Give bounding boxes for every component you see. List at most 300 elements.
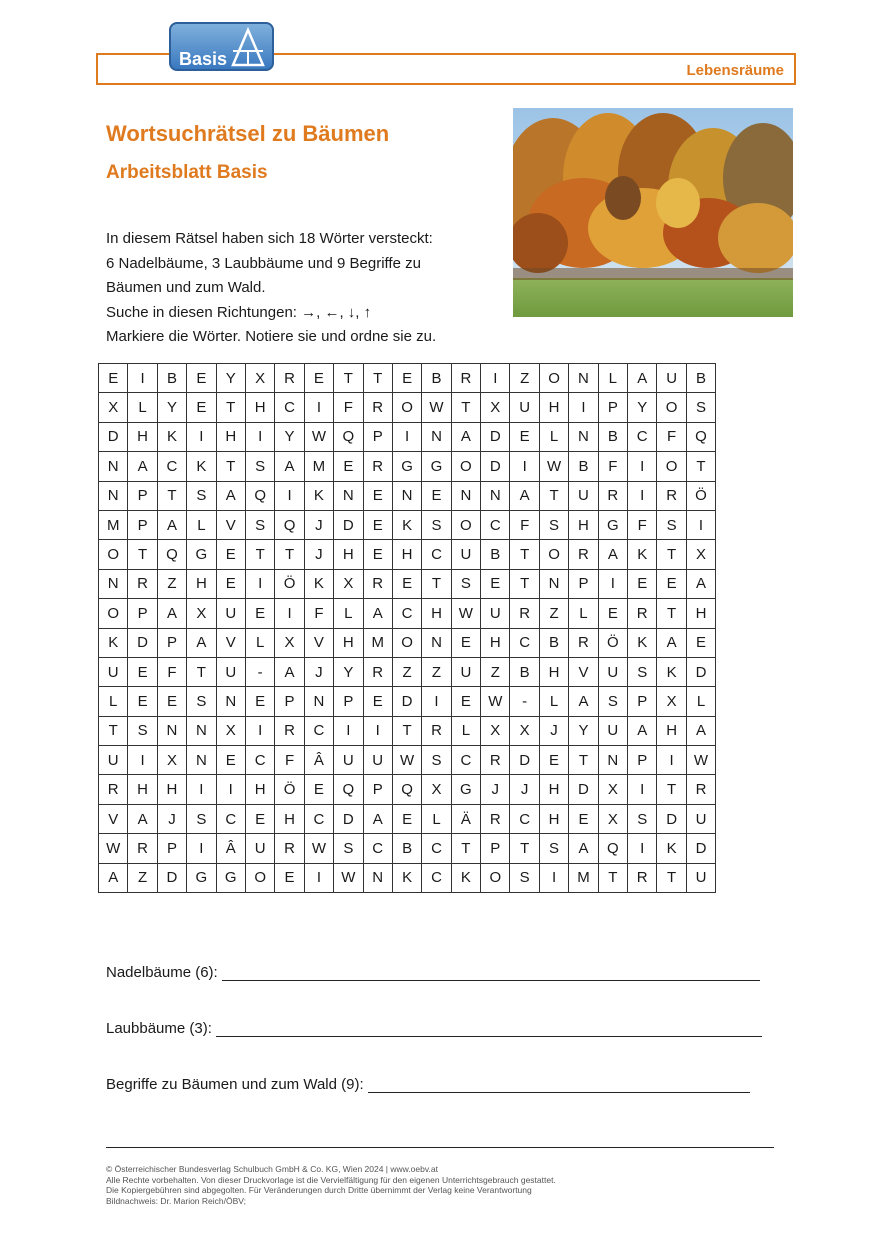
grid-cell[interactable]: A (510, 481, 539, 510)
grid-cell[interactable]: B (481, 540, 510, 569)
grid-cell[interactable]: E (628, 569, 657, 598)
grid-cell[interactable]: X (481, 716, 510, 745)
grid-cell[interactable]: E (187, 393, 216, 422)
grid-cell[interactable]: D (657, 804, 686, 833)
grid-cell[interactable]: E (510, 422, 539, 451)
grid-cell[interactable]: P (569, 569, 598, 598)
grid-cell[interactable]: M (569, 863, 598, 892)
grid-cell[interactable]: T (510, 540, 539, 569)
grid-cell[interactable]: B (598, 422, 627, 451)
grid-cell[interactable]: I (628, 452, 657, 481)
grid-cell[interactable]: Q (157, 540, 186, 569)
grid-cell[interactable]: X (216, 716, 245, 745)
grid-cell[interactable]: F (304, 599, 333, 628)
grid-cell[interactable]: Z (157, 569, 186, 598)
grid-cell[interactable]: Y (157, 393, 186, 422)
grid-cell[interactable]: N (187, 716, 216, 745)
grid-cell[interactable]: H (539, 393, 568, 422)
grid-cell[interactable]: F (510, 510, 539, 539)
grid-cell[interactable]: X (598, 804, 627, 833)
grid-cell[interactable]: X (422, 775, 451, 804)
grid-cell[interactable]: P (157, 628, 186, 657)
grid-cell[interactable]: H (128, 422, 157, 451)
grid-cell[interactable]: Q (334, 422, 363, 451)
grid-cell[interactable]: D (99, 422, 128, 451)
grid-cell[interactable]: I (422, 687, 451, 716)
grid-cell[interactable]: I (539, 863, 568, 892)
grid-cell[interactable]: S (539, 834, 568, 863)
grid-cell[interactable]: E (451, 628, 480, 657)
grid-cell[interactable]: V (216, 628, 245, 657)
grid-cell[interactable]: O (481, 863, 510, 892)
grid-cell[interactable]: X (334, 569, 363, 598)
grid-cell[interactable]: T (451, 834, 480, 863)
grid-cell[interactable]: K (392, 863, 421, 892)
grid-cell[interactable]: H (392, 540, 421, 569)
grid-cell[interactable]: K (657, 657, 686, 686)
grid-cell[interactable]: B (422, 364, 451, 393)
grid-cell[interactable]: O (539, 540, 568, 569)
grid-cell[interactable]: U (363, 746, 392, 775)
grid-cell[interactable]: L (99, 687, 128, 716)
grid-cell[interactable]: T (216, 452, 245, 481)
grid-cell[interactable]: U (451, 657, 480, 686)
grid-cell[interactable]: Ö (275, 569, 304, 598)
grid-cell[interactable]: G (392, 452, 421, 481)
grid-cell[interactable]: B (157, 364, 186, 393)
grid-cell[interactable]: K (157, 422, 186, 451)
grid-cell[interactable]: U (245, 834, 274, 863)
grid-cell[interactable]: V (304, 628, 333, 657)
grid-cell[interactable]: X (245, 364, 274, 393)
grid-cell[interactable]: I (569, 393, 598, 422)
grid-cell[interactable]: L (422, 804, 451, 833)
grid-cell[interactable]: T (216, 393, 245, 422)
grid-cell[interactable]: I (187, 422, 216, 451)
grid-cell[interactable]: N (451, 481, 480, 510)
grid-cell[interactable]: J (157, 804, 186, 833)
grid-cell[interactable]: R (363, 452, 392, 481)
grid-cell[interactable]: N (481, 481, 510, 510)
grid-cell[interactable]: K (187, 452, 216, 481)
grid-cell[interactable]: U (334, 746, 363, 775)
grid-cell[interactable]: O (392, 393, 421, 422)
grid-cell[interactable]: P (128, 481, 157, 510)
grid-cell[interactable]: T (686, 452, 715, 481)
grid-cell[interactable]: B (510, 657, 539, 686)
grid-cell[interactable]: S (451, 569, 480, 598)
grid-cell[interactable]: C (422, 863, 451, 892)
grid-cell[interactable]: Q (392, 775, 421, 804)
grid-cell[interactable]: N (569, 364, 598, 393)
grid-cell[interactable]: I (245, 569, 274, 598)
grid-cell[interactable]: P (363, 775, 392, 804)
grid-cell[interactable]: H (657, 716, 686, 745)
grid-cell[interactable]: A (569, 834, 598, 863)
grid-cell[interactable]: M (363, 628, 392, 657)
grid-cell[interactable]: S (422, 510, 451, 539)
grid-cell[interactable]: B (539, 628, 568, 657)
grid-cell[interactable]: F (628, 510, 657, 539)
grid-cell[interactable]: T (569, 746, 598, 775)
grid-cell[interactable]: R (510, 599, 539, 628)
grid-cell[interactable]: T (334, 364, 363, 393)
grid-cell[interactable]: A (569, 687, 598, 716)
grid-cell[interactable]: L (598, 364, 627, 393)
grid-cell[interactable]: D (481, 422, 510, 451)
grid-cell[interactable]: P (628, 687, 657, 716)
grid-cell[interactable]: L (539, 422, 568, 451)
grid-cell[interactable]: K (657, 834, 686, 863)
grid-cell[interactable]: X (157, 746, 186, 775)
grid-cell[interactable]: Ö (598, 628, 627, 657)
grid-cell[interactable]: J (304, 657, 333, 686)
grid-cell[interactable]: R (275, 364, 304, 393)
grid-cell[interactable]: R (569, 540, 598, 569)
grid-cell[interactable]: E (657, 569, 686, 598)
grid-cell[interactable]: Â (304, 746, 333, 775)
grid-cell[interactable]: X (657, 687, 686, 716)
grid-cell[interactable]: E (569, 804, 598, 833)
grid-cell[interactable]: A (275, 657, 304, 686)
grid-cell[interactable]: Q (686, 422, 715, 451)
grid-cell[interactable]: A (451, 422, 480, 451)
grid-cell[interactable]: J (481, 775, 510, 804)
grid-cell[interactable]: S (510, 863, 539, 892)
grid-cell[interactable]: - (510, 687, 539, 716)
grid-cell[interactable]: X (275, 628, 304, 657)
grid-cell[interactable]: R (686, 775, 715, 804)
grid-cell[interactable]: P (157, 834, 186, 863)
grid-cell[interactable]: K (99, 628, 128, 657)
answer-write-line[interactable] (368, 1078, 750, 1093)
grid-cell[interactable]: K (304, 481, 333, 510)
grid-cell[interactable]: Z (392, 657, 421, 686)
grid-cell[interactable]: U (598, 657, 627, 686)
grid-cell[interactable]: H (216, 422, 245, 451)
grid-cell[interactable]: A (628, 716, 657, 745)
grid-cell[interactable]: Q (598, 834, 627, 863)
grid-cell[interactable]: I (334, 716, 363, 745)
grid-cell[interactable]: R (363, 569, 392, 598)
grid-cell[interactable]: P (598, 393, 627, 422)
grid-cell[interactable]: E (363, 481, 392, 510)
grid-cell[interactable]: T (245, 540, 274, 569)
grid-cell[interactable]: H (569, 510, 598, 539)
grid-cell[interactable]: T (392, 716, 421, 745)
grid-cell[interactable]: H (275, 804, 304, 833)
grid-cell[interactable]: P (334, 687, 363, 716)
grid-cell[interactable]: B (686, 364, 715, 393)
answer-write-line[interactable] (106, 1147, 774, 1148)
grid-cell[interactable]: O (99, 540, 128, 569)
grid-cell[interactable]: E (128, 687, 157, 716)
grid-cell[interactable]: H (157, 775, 186, 804)
grid-cell[interactable]: Ö (275, 775, 304, 804)
grid-cell[interactable]: H (187, 569, 216, 598)
grid-cell[interactable]: A (363, 599, 392, 628)
grid-cell[interactable]: A (216, 481, 245, 510)
grid-cell[interactable]: T (657, 540, 686, 569)
grid-cell[interactable]: R (422, 716, 451, 745)
grid-cell[interactable]: D (157, 863, 186, 892)
grid-cell[interactable]: D (510, 746, 539, 775)
grid-cell[interactable]: E (99, 364, 128, 393)
grid-cell[interactable]: H (334, 628, 363, 657)
grid-cell[interactable]: C (363, 834, 392, 863)
grid-cell[interactable]: A (657, 628, 686, 657)
grid-cell[interactable]: A (157, 599, 186, 628)
grid-cell[interactable]: Y (628, 393, 657, 422)
grid-cell[interactable]: W (99, 834, 128, 863)
grid-cell[interactable]: C (157, 452, 186, 481)
grid-cell[interactable]: L (245, 628, 274, 657)
grid-cell[interactable]: E (392, 364, 421, 393)
grid-cell[interactable]: P (363, 422, 392, 451)
grid-cell[interactable]: W (334, 863, 363, 892)
grid-cell[interactable]: V (99, 804, 128, 833)
grid-cell[interactable]: O (539, 364, 568, 393)
grid-cell[interactable]: I (245, 716, 274, 745)
grid-cell[interactable]: W (392, 746, 421, 775)
grid-cell[interactable]: O (657, 452, 686, 481)
grid-cell[interactable]: X (187, 599, 216, 628)
grid-cell[interactable]: X (598, 775, 627, 804)
grid-cell[interactable]: R (275, 716, 304, 745)
grid-cell[interactable]: N (157, 716, 186, 745)
grid-cell[interactable]: G (422, 452, 451, 481)
grid-cell[interactable]: K (451, 863, 480, 892)
grid-cell[interactable]: Z (481, 657, 510, 686)
grid-cell[interactable]: D (334, 510, 363, 539)
grid-cell[interactable]: N (392, 481, 421, 510)
grid-cell[interactable]: Ä (451, 804, 480, 833)
grid-cell[interactable]: U (99, 746, 128, 775)
grid-cell[interactable]: H (539, 804, 568, 833)
grid-cell[interactable]: E (363, 510, 392, 539)
grid-cell[interactable]: D (686, 657, 715, 686)
grid-cell[interactable]: W (304, 834, 333, 863)
grid-cell[interactable]: A (128, 804, 157, 833)
grid-cell[interactable]: U (686, 804, 715, 833)
grid-cell[interactable]: E (481, 569, 510, 598)
grid-cell[interactable]: N (334, 481, 363, 510)
grid-cell[interactable]: E (598, 599, 627, 628)
grid-cell[interactable]: I (128, 364, 157, 393)
grid-cell[interactable]: I (657, 746, 686, 775)
grid-cell[interactable]: T (128, 540, 157, 569)
grid-cell[interactable]: X (99, 393, 128, 422)
grid-cell[interactable]: F (275, 746, 304, 775)
grid-cell[interactable]: W (422, 393, 451, 422)
grid-cell[interactable]: R (275, 834, 304, 863)
grid-cell[interactable]: D (569, 775, 598, 804)
grid-cell[interactable]: H (334, 540, 363, 569)
grid-cell[interactable]: N (598, 746, 627, 775)
grid-cell[interactable]: T (157, 481, 186, 510)
grid-cell[interactable]: R (569, 628, 598, 657)
grid-cell[interactable]: F (598, 452, 627, 481)
grid-cell[interactable]: U (569, 481, 598, 510)
grid-cell[interactable]: K (392, 510, 421, 539)
grid-cell[interactable]: N (569, 422, 598, 451)
grid-cell[interactable]: C (481, 510, 510, 539)
grid-cell[interactable]: K (628, 628, 657, 657)
grid-cell[interactable]: E (422, 481, 451, 510)
grid-cell[interactable]: Y (216, 364, 245, 393)
grid-cell[interactable]: L (334, 599, 363, 628)
grid-cell[interactable]: E (187, 364, 216, 393)
grid-cell[interactable]: I (628, 775, 657, 804)
grid-cell[interactable]: N (187, 746, 216, 775)
grid-cell[interactable]: C (304, 804, 333, 833)
grid-cell[interactable]: A (157, 510, 186, 539)
grid-cell[interactable]: T (657, 599, 686, 628)
grid-cell[interactable]: Q (334, 775, 363, 804)
grid-cell[interactable]: S (245, 510, 274, 539)
grid-cell[interactable]: D (392, 687, 421, 716)
grid-cell[interactable]: Z (422, 657, 451, 686)
grid-cell[interactable]: K (304, 569, 333, 598)
grid-cell[interactable]: O (245, 863, 274, 892)
grid-cell[interactable]: W (481, 687, 510, 716)
grid-cell[interactable]: C (510, 804, 539, 833)
grid-cell[interactable]: E (245, 687, 274, 716)
grid-cell[interactable]: P (481, 834, 510, 863)
grid-cell[interactable]: R (99, 775, 128, 804)
grid-cell[interactable]: C (451, 746, 480, 775)
grid-cell[interactable]: H (245, 775, 274, 804)
grid-cell[interactable]: S (539, 510, 568, 539)
grid-cell[interactable]: V (216, 510, 245, 539)
grid-cell[interactable]: C (422, 834, 451, 863)
grid-cell[interactable]: G (187, 540, 216, 569)
grid-cell[interactable]: S (628, 657, 657, 686)
grid-cell[interactable]: C (392, 599, 421, 628)
grid-cell[interactable]: L (569, 599, 598, 628)
grid-cell[interactable]: F (334, 393, 363, 422)
grid-cell[interactable]: R (628, 599, 657, 628)
grid-cell[interactable]: E (363, 540, 392, 569)
grid-cell[interactable]: G (451, 775, 480, 804)
grid-cell[interactable]: I (363, 716, 392, 745)
grid-cell[interactable]: F (657, 422, 686, 451)
grid-cell[interactable]: N (99, 452, 128, 481)
grid-cell[interactable]: H (128, 775, 157, 804)
grid-cell[interactable]: A (628, 364, 657, 393)
grid-cell[interactable]: H (422, 599, 451, 628)
grid-cell[interactable]: R (451, 364, 480, 393)
grid-cell[interactable]: N (539, 569, 568, 598)
grid-cell[interactable]: W (451, 599, 480, 628)
grid-cell[interactable]: T (510, 569, 539, 598)
grid-cell[interactable]: H (245, 393, 274, 422)
grid-cell[interactable]: N (422, 422, 451, 451)
grid-cell[interactable]: A (99, 863, 128, 892)
grid-cell[interactable]: T (275, 540, 304, 569)
grid-cell[interactable]: N (304, 687, 333, 716)
grid-cell[interactable]: T (422, 569, 451, 598)
grid-cell[interactable]: A (686, 569, 715, 598)
grid-cell[interactable]: I (304, 863, 333, 892)
grid-cell[interactable]: E (304, 364, 333, 393)
grid-cell[interactable]: E (363, 687, 392, 716)
grid-cell[interactable]: Z (539, 599, 568, 628)
grid-cell[interactable]: E (539, 746, 568, 775)
grid-cell[interactable]: C (216, 804, 245, 833)
grid-cell[interactable]: T (99, 716, 128, 745)
grid-cell[interactable]: E (304, 775, 333, 804)
grid-cell[interactable]: U (598, 716, 627, 745)
grid-cell[interactable]: P (128, 510, 157, 539)
grid-cell[interactable]: A (686, 716, 715, 745)
grid-cell[interactable]: E (128, 657, 157, 686)
grid-cell[interactable]: N (99, 481, 128, 510)
grid-cell[interactable]: C (422, 540, 451, 569)
grid-cell[interactable]: I (628, 834, 657, 863)
grid-cell[interactable]: T (539, 481, 568, 510)
grid-cell[interactable]: I (275, 599, 304, 628)
grid-cell[interactable]: O (451, 510, 480, 539)
grid-cell[interactable]: T (657, 863, 686, 892)
grid-cell[interactable]: W (686, 746, 715, 775)
grid-cell[interactable]: E (216, 746, 245, 775)
grid-cell[interactable]: P (275, 687, 304, 716)
grid-cell[interactable]: S (657, 510, 686, 539)
grid-cell[interactable]: - (245, 657, 274, 686)
grid-cell[interactable]: U (451, 540, 480, 569)
grid-cell[interactable]: E (216, 569, 245, 598)
grid-cell[interactable]: I (187, 775, 216, 804)
grid-cell[interactable]: H (481, 628, 510, 657)
grid-cell[interactable]: R (628, 863, 657, 892)
grid-cell[interactable]: I (275, 481, 304, 510)
grid-cell[interactable]: U (657, 364, 686, 393)
grid-cell[interactable]: S (686, 393, 715, 422)
grid-cell[interactable]: A (275, 452, 304, 481)
grid-cell[interactable]: O (99, 599, 128, 628)
grid-cell[interactable]: A (363, 804, 392, 833)
grid-cell[interactable]: G (598, 510, 627, 539)
grid-cell[interactable]: L (187, 510, 216, 539)
grid-cell[interactable]: L (451, 716, 480, 745)
grid-cell[interactable]: X (510, 716, 539, 745)
grid-cell[interactable]: I (245, 422, 274, 451)
grid-cell[interactable]: F (157, 657, 186, 686)
grid-cell[interactable]: D (686, 834, 715, 863)
grid-cell[interactable]: R (128, 834, 157, 863)
grid-cell[interactable]: S (422, 746, 451, 775)
grid-cell[interactable]: T (363, 364, 392, 393)
grid-cell[interactable]: I (598, 569, 627, 598)
grid-cell[interactable]: Y (569, 716, 598, 745)
grid-cell[interactable]: T (510, 834, 539, 863)
grid-cell[interactable]: E (245, 599, 274, 628)
grid-cell[interactable]: I (628, 481, 657, 510)
grid-cell[interactable]: L (128, 393, 157, 422)
grid-cell[interactable]: Q (245, 481, 274, 510)
grid-cell[interactable]: U (216, 657, 245, 686)
grid-cell[interactable]: L (686, 687, 715, 716)
grid-cell[interactable]: U (510, 393, 539, 422)
grid-cell[interactable]: O (392, 628, 421, 657)
grid-cell[interactable]: E (392, 569, 421, 598)
grid-cell[interactable]: Y (275, 422, 304, 451)
grid-cell[interactable]: J (539, 716, 568, 745)
grid-cell[interactable]: I (128, 746, 157, 775)
grid-cell[interactable]: R (363, 657, 392, 686)
grid-cell[interactable]: N (363, 863, 392, 892)
